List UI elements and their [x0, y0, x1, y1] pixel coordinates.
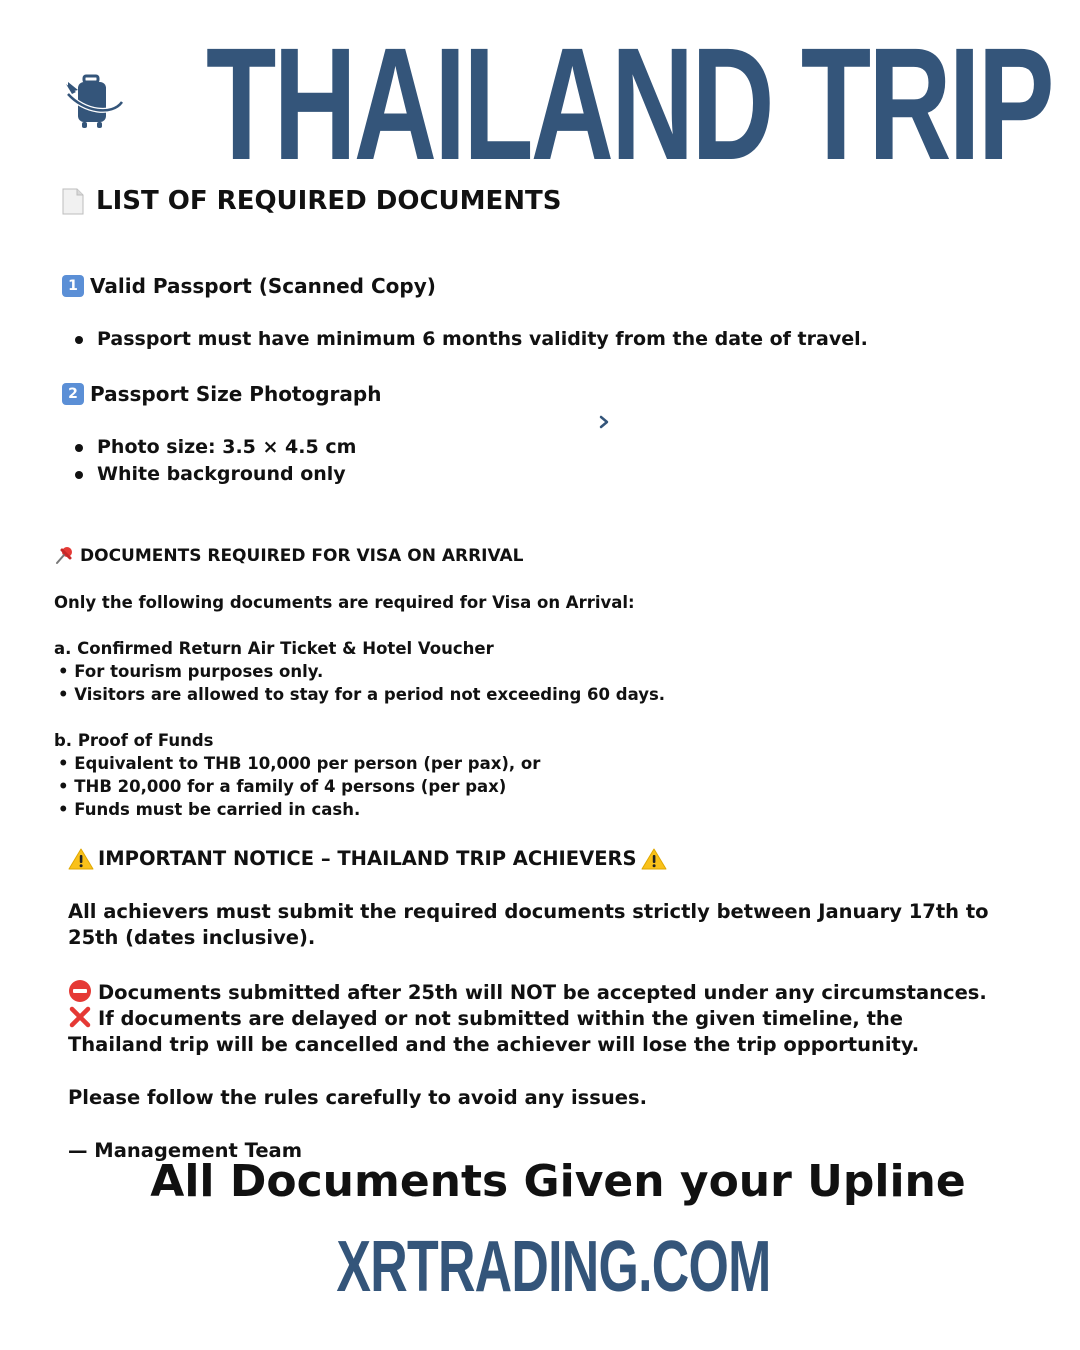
list-item: [75, 434, 356, 461]
chevron-right-icon: [596, 412, 612, 432]
travel-suitcase-icon: [64, 72, 126, 134]
visa-point: • Equivalent to THB 10,000 per person (per pax), or: [58, 754, 541, 773]
visa-heading-text: DOCUMENTS REQUIRED FOR VISA ON ARRIVAL: [80, 546, 524, 566]
documents-heading: [62, 184, 562, 218]
visa-section-title: b. Proof of Funds: [54, 731, 214, 750]
notice-late-text: Documents submitted after 25th will NOT be accepted under any circumstances.: [98, 981, 987, 1004]
warning-icon: [641, 847, 667, 871]
notice-signature: — Management Team: [68, 1139, 303, 1162]
visa-section-title: a. Confirmed Return Air Ticket & Hotel Voucher: [54, 639, 494, 658]
notice-cancel: [68, 1005, 998, 1058]
notice-late: [68, 979, 998, 1006]
list-item-text: White background only: [97, 463, 346, 485]
document-item-photograph: [62, 380, 381, 408]
notice-cancel-text: If documents are delayed or not submitted within the given timeline, the Thailand trip will be cancelled and the achiever will lose the trip opportunity.: [68, 1007, 920, 1056]
bullet-dot: [75, 471, 83, 479]
document-item-title: Valid Passport (Scanned Copy): [90, 274, 436, 298]
notice-heading: [68, 845, 667, 873]
visa-heading: [54, 544, 524, 568]
document-icon: [62, 188, 84, 215]
list-item-text: Passport must have minimum 6 months validity from the date of travel.: [97, 328, 868, 350]
no-entry-icon: [68, 979, 92, 1003]
notice-heading-text: IMPORTANT NOTICE – THAILAND TRIP ACHIEVERS: [98, 847, 637, 870]
documents-heading-text: LIST OF REQUIRED DOCUMENTS: [96, 186, 562, 216]
pushpin-icon: [54, 546, 74, 566]
cross-mark-icon: [68, 1005, 92, 1029]
list-item: [75, 326, 868, 353]
bullet-dot: [75, 444, 83, 452]
number-badge: 1: [62, 275, 84, 297]
list-item: [75, 461, 346, 488]
notice-deadline: All achievers must submit the required documents strictly between January 17th to 25th (dates inclusive).: [68, 900, 989, 949]
visa-point: • Visitors are allowed to stay for a period not exceeding 60 days.: [58, 685, 666, 704]
notice-follow: Please follow the rules carefully to avoid any issues.: [68, 1086, 648, 1109]
bullet-dot: [75, 336, 83, 344]
visa-point: • Funds must be carried in cash.: [58, 800, 361, 819]
visa-point: • For tourism purposes only.: [58, 662, 324, 681]
visa-intro: Only the following documents are required for Visa on Arrival:: [54, 593, 635, 612]
upline-instruction: All Documents Given your Upline: [150, 1156, 966, 1207]
number-badge: 2: [62, 383, 84, 405]
website-wrapper: [0, 1226, 1080, 1308]
document-item-title: Passport Size Photograph: [90, 382, 382, 406]
warning-icon: [68, 847, 94, 871]
list-item-text: Photo size: 3.5 × 4.5 cm: [97, 436, 357, 458]
page-title: THAILAND TRIP: [206, 14, 1052, 193]
visa-point: • THB 20,000 for a family of 4 persons (per pax): [58, 777, 507, 796]
website-text: XRTRADING.COM: [335, 1227, 771, 1307]
document-item-passport: [62, 272, 436, 300]
